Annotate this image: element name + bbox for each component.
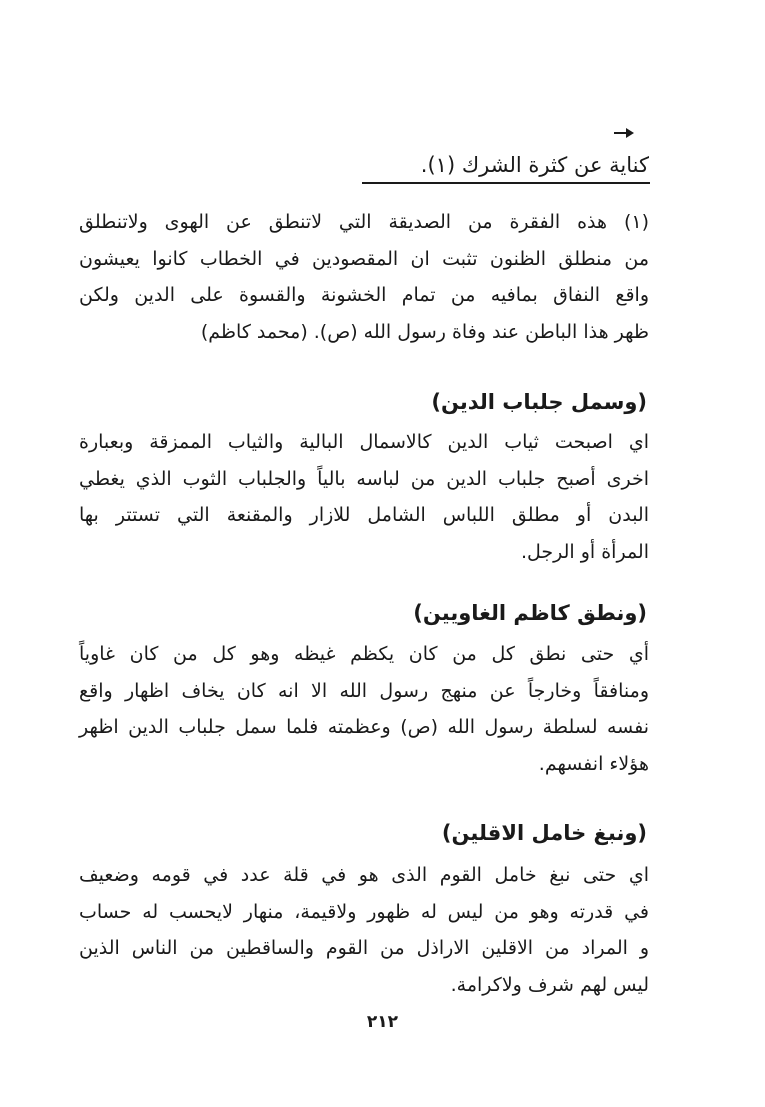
section-line: أي حتى نطق كل من كان يكظم غيظه وهو كل من كان غاوياً (79, 643, 649, 665)
section-line: ومنافقاً وخارجاً عن منهج رسول الله الا انه كان يخاف اظهار واقع (79, 679, 649, 702)
section-heading: (ونطق كاظم الغاويين) (413, 601, 647, 625)
header-text: كناية عن كثرة الشرك (١). (420, 153, 649, 177)
section-line: اخرى أصبح جلباب الدين من لباسه بالياً والجلباب الثوب الذي يغطي (79, 467, 649, 490)
section-line: ليس لهم شرف ولاكرامة. (450, 973, 649, 996)
section-line: نفسه لسلطة رسول الله (ص) وعظمته فلما سمل جلباب الدين اظهر (79, 716, 649, 738)
section-line: هؤلاء انفسهم. (538, 752, 649, 775)
section-line: المرأة أو الرجل. (520, 540, 649, 563)
footnote-line: من منطلق الظنون تثبت ان المقصودين في الخطاب كانوا يعيشون (79, 247, 649, 270)
footnote (79, 204, 649, 350)
section-body (79, 636, 649, 782)
page-number: ٢١٢ (366, 1012, 399, 1032)
section-heading: (وسمل جلباب الدين) (431, 390, 647, 414)
section-body (79, 424, 649, 570)
header-divider (362, 182, 650, 184)
section-heading: (ونبغ خامل الاقلين) (441, 821, 647, 845)
footnote-line: (١) هذه الفقرة من الصديقة التي لاتنطق عن الهوى ولاتنطلق (79, 211, 649, 233)
section-line: اي حتى نبغ خامل القوم الذى هو في قلة عدد في قومه وضعيف (79, 864, 649, 886)
section-line: في قدرته وهو من ليس له ظهور ولاقيمة، منهار لايحسب له حساب (79, 900, 649, 923)
arrow-right-icon (612, 126, 636, 140)
section-line: و المراد من الاقلين الاراذل من القوم والساقطين من الناس الذين (79, 937, 649, 959)
footnote-line: واقع النفاق بمافيه من تمام الخشونة والقسوة على الدين ولكن (79, 284, 649, 306)
section-body (79, 857, 649, 1003)
section-line: البدن أو مطلق اللباس الشامل للازار والمقنعة التي تستتر بها (79, 504, 649, 526)
section-line: اي اصبحت ثياب الدين كالاسمال البالية والثياب الممزقة وبعبارة (79, 431, 649, 453)
footnote-line: ظهر هذا الباطن عند وفاة رسول الله (ص). (محمد كاظم) (200, 320, 649, 343)
